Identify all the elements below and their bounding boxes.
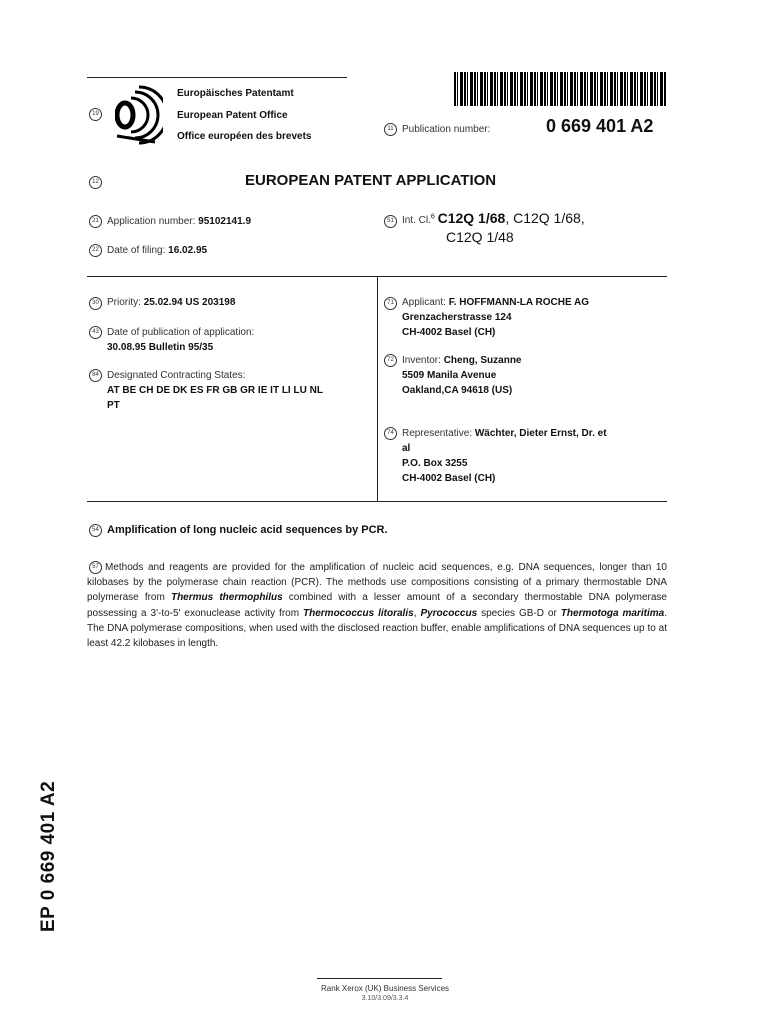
representative-city: CH-4002 Basel (CH) [402,473,496,484]
document-type: EUROPEAN PATENT APPLICATION [245,172,497,189]
representative-label: Representative: [402,428,473,439]
inventor-name: Cheng, Suzanne [443,355,522,366]
abstract-text-1: Methods and reagents are provided for the amplification of nucleic acid sequences, e.g. DNA sequences, longer than 10 kilobases by the polymerase chain reaction (PCR). The methods use compositions consisting of a primary thermostable DNA polymerase from [87,562,667,604]
marker-74: 74 [384,427,397,440]
int-cl-label: Int. Cl. [402,215,431,226]
abstract-organism-3: Pyrococcus [420,607,478,619]
abstract-text-5: . The DNA polymerase compositions, when used with the disclosed reaction buffer, enable amplifications of DNA sequences up to at least 42.2 kilobases in length. [87,607,668,650]
marker-54: 54 [89,524,102,537]
inventor-city: Oakland,CA 94618 (US) [402,385,513,396]
office-name-en: European Patent Office [177,110,288,121]
footer-code: 3.10/3.09/3.3.4 [361,995,409,1002]
marker-30: 30 [89,297,102,310]
int-cl-primary: C12Q 1/68 [437,210,506,226]
applicant-label: Applicant: [402,297,446,308]
int-cl-line2: C12Q 1/48 [446,229,514,245]
publication-date-label: Date of publication of application: [107,327,255,338]
marker-71: 71 [384,297,397,310]
marker-43: 43 [89,326,102,339]
representative-name-cont: al [402,443,411,454]
priority [107,297,235,308]
filing-value: 16.02.95 [168,245,208,256]
marker-84: 84 [89,369,102,382]
marker-22: 22 [89,244,102,257]
abstract [87,560,667,651]
application-number [107,216,251,227]
abstract-text-3: , [413,607,421,619]
priority-value: 25.02.94 US 203198 [143,297,236,308]
representative-box: P.O. Box 3255 [402,458,468,469]
states-line2: PT [107,400,120,411]
states-line1: AT BE CH DE DK ES FR GB GR IE IT LI LU NL [107,385,323,396]
filing-label: Date of filing: [107,245,166,256]
marker-51: 51 [384,215,397,228]
application-value: 95102141.9 [198,216,252,227]
marker-21: 21 [89,215,102,228]
invention-title: Amplification of long nucleic acid sequences by PCR. [107,524,388,536]
applicant-name: F. HOFFMANN-LA ROCHE AG [448,297,590,308]
marker-72: 72 [384,354,397,367]
inventor-label: Inventor: [402,355,441,366]
marker-12: 12 [89,176,102,189]
inventor [402,355,522,366]
priority-label: Priority: [107,297,141,308]
publication-number: 0 669 401 A2 [546,116,654,136]
inventor-street: 5509 Manila Avenue [402,370,497,381]
publication-date-value: 30.08.95 Bulletin 95/35 [107,342,214,353]
applicant-city: CH-4002 Basel (CH) [402,327,496,338]
footer-printer: Rank Xerox (UK) Business Services [320,984,450,993]
abstract-organism-4: Thermotoga maritima [560,607,665,619]
office-name-fr: Office européen des brevets [177,131,312,142]
column-divider [377,276,378,501]
abstract-text-4: species GB-D or [477,607,561,619]
applicant [402,297,589,308]
int-cl-superscript: 6 [430,213,435,221]
abstract-organism-2: Thermococcus litoralis [303,607,414,619]
header-top-rule [87,77,347,78]
int-cl [402,210,585,226]
side-publication-number: EP 0 669 401 A2 [38,780,59,932]
int-cl-secondary: , C12Q 1/68, [505,210,585,226]
abstract-text-2: combined with a lesser amount of a secondary thermostable DNA polymerase possessing a 3'-to-5' exonuclease activity from [87,592,667,619]
states-label: Designated Contracting States: [107,370,246,381]
publication-label: Publication number: [402,124,491,135]
representative [402,428,607,439]
abstract-organism-1: Thermus thermophilus [170,592,283,604]
representative-name: Wächter, Dieter Ernst, Dr. et [474,428,607,439]
footer-rule [317,978,442,979]
epo-logo [115,84,163,151]
filing-date [107,245,207,256]
application-label: Application number: [107,216,196,227]
barcode [454,72,666,106]
marker-19: 19 [89,108,102,121]
marker-57: 57 [89,561,102,574]
applicant-street: Grenzacherstrasse 124 [402,312,512,323]
office-name-de: Europäisches Patentamt [177,88,294,99]
marker-11: 11 [384,123,397,136]
section-rule-bottom [87,501,667,502]
